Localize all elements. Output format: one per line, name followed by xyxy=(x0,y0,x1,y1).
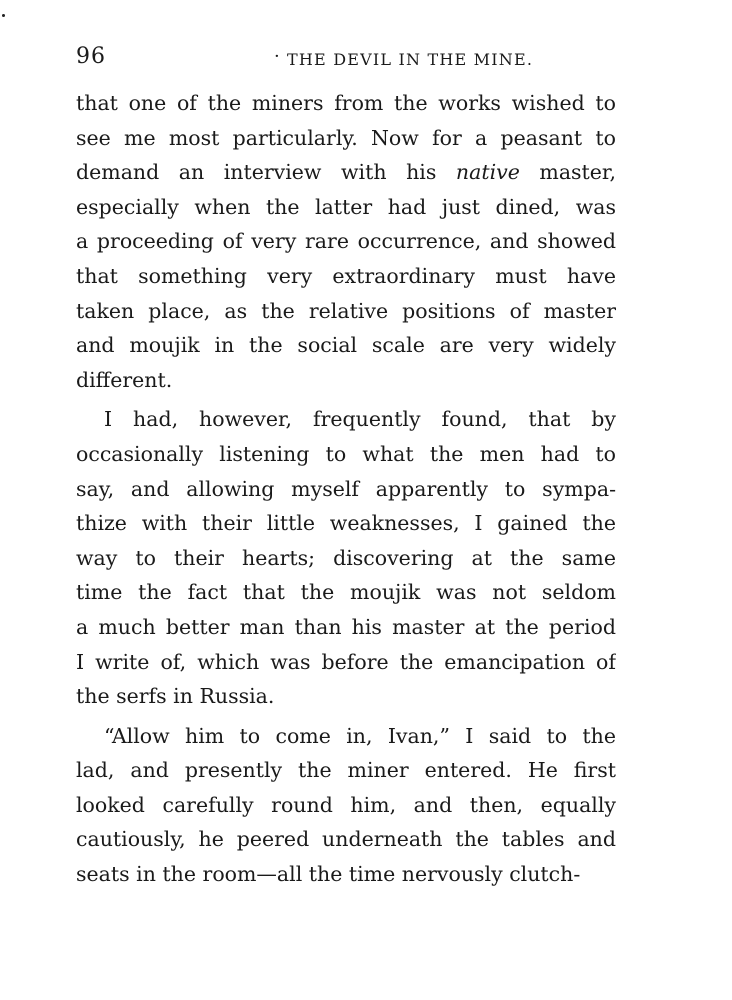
text-line: a proceeding of very rare occurrence, and showed xyxy=(76,229,616,254)
text-line: that one of the miners from the works wished to xyxy=(76,91,616,115)
text-line: see me most particularly. Now for a peasant to xyxy=(76,125,616,150)
text-line: I had, however, frequently found, that by xyxy=(104,407,616,432)
text-line: “Allow him to come in, Ivan,” I said to the xyxy=(104,723,616,748)
paragraph xyxy=(76,719,616,892)
text-line: a much better man than his master at the period xyxy=(76,614,616,639)
emphasized-word: native xyxy=(455,160,520,185)
text-line: the serfs in Russia. xyxy=(76,684,275,709)
text-line: especially when the latter had just dined, was xyxy=(76,194,616,219)
text-line: taken place, as the relative positions of master xyxy=(76,298,616,323)
text-line: way to their hearts; discovering at the same xyxy=(76,545,616,570)
text-line: and moujik in the social scale are very widely xyxy=(76,333,616,358)
text-line: cautiously, he peered underneath the tables and xyxy=(76,827,616,852)
text-line: say, and allowing myself apparently to sympa- xyxy=(76,476,616,501)
paragraph xyxy=(76,86,616,397)
page-number: 96 xyxy=(76,44,106,69)
text-line: looked carefully round him, and then, equally xyxy=(76,792,616,817)
text-line: time the fact that the moujik was not seldom xyxy=(76,580,616,605)
running-title: THE DEVIL IN THE MINE. xyxy=(287,50,534,69)
text-line: thize with their little weaknesses, I gained the xyxy=(76,511,616,536)
paragraph xyxy=(76,402,616,713)
body-text xyxy=(76,86,616,892)
text-line: different. xyxy=(76,367,173,392)
text-line: occasionally listening to what the men had to xyxy=(76,441,616,466)
text-line: lad, and presently the miner entered. He first xyxy=(76,758,616,783)
ink-speck xyxy=(2,14,5,17)
text-line: that something very extraordinary must have xyxy=(76,263,616,288)
text-line: seats in the room—all the time nervously clutch- xyxy=(76,862,581,887)
text-line: demand an interview with his native master, xyxy=(76,160,616,185)
page-header xyxy=(76,44,616,74)
header-separator: · xyxy=(274,46,280,67)
text-line: I write of, which was before the emancipation of xyxy=(76,649,616,674)
